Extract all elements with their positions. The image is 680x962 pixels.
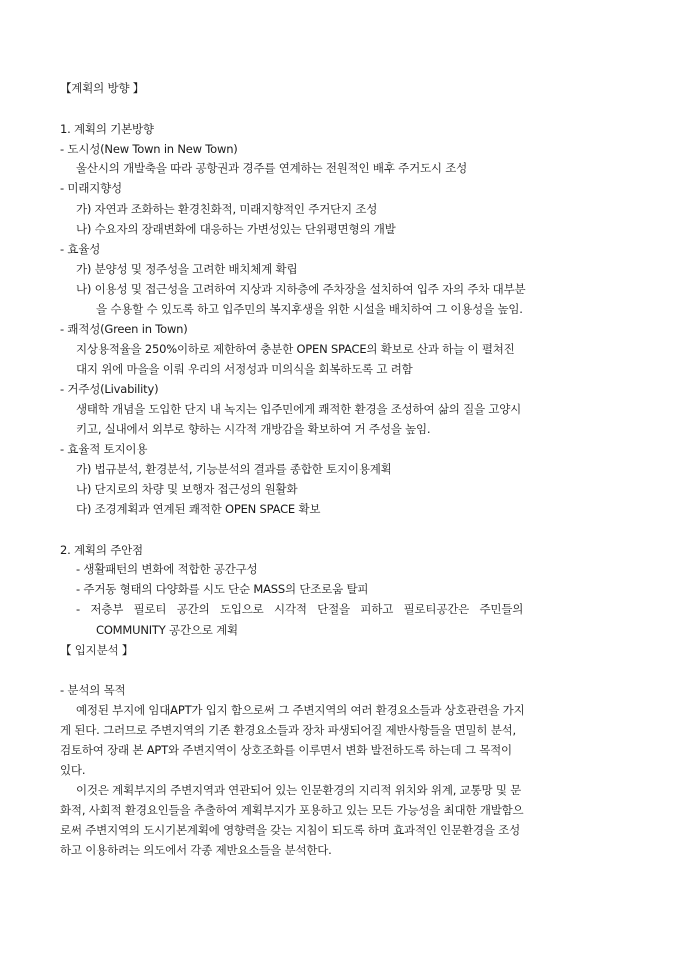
- section-title-plan-direction: 【계획의 방향 】: [60, 81, 145, 95]
- land-use-item-c: 다) 조경계획과 연계된 쾌적한 OPEN SPACE 확보: [76, 502, 321, 516]
- livability-text-line1: 생태학 개념을 도입한 단지 내 녹지는 입주민에게 쾌적한 환경을 조성하여 삶의 질을 고양시: [76, 402, 522, 416]
- item-urbanity: - 도시성(New Town in New Town): [60, 142, 238, 156]
- amenity-text-line2: 대지 위에 마을을 이뤄 우리의 서정성과 미의식을 회복하도록 고 려함: [76, 362, 413, 376]
- section-title-site-analysis: 【 입지분석 】: [60, 643, 134, 657]
- item-efficiency: - 효율성: [60, 242, 101, 256]
- purpose-para1-line4: 있다.: [60, 763, 86, 777]
- item-livability: - 거주성(Livability): [60, 382, 159, 396]
- purpose-para2-line1: 이것은 계획부지의 주변지역과 연관되어 있는 인문환경의 지리적 위치와 위계, 교통망 및 문: [76, 783, 522, 797]
- purpose-para1-line2: 게 된다. 그러므로 주변지역의 기존 환경요소들과 장차 파생되어질 제반사항들을 면밀히 분석,: [60, 723, 517, 737]
- heading-basic-direction: 1. 계획의 기본방향: [60, 122, 154, 136]
- heading-key-points: 2. 계획의 주안점: [60, 543, 143, 557]
- future-item-b: 나) 수요자의 장래변화에 대응하는 가변성있는 단위평면형의 개발: [76, 222, 396, 236]
- item-future-orientation: - 미래지향성: [60, 181, 122, 195]
- key-point-2: - 주거동 형태의 다양화를 시도 단순 MASS의 단조로움 탈피: [76, 582, 369, 596]
- purpose-para2-line3: 로써 주변지역의 도시기본계획에 영향력을 갖는 지침이 되도록 하며 효과적인 인문환경을 조성: [60, 823, 521, 837]
- land-use-item-a: 가) 법규분석, 환경분석, 기능분석의 결과를 종합한 토지이용계획: [76, 462, 392, 476]
- livability-text-line2: 키고, 실내에서 외부로 향하는 시각적 개방감을 확보하여 거 주성을 높임.: [76, 422, 431, 436]
- purpose-para2-line2: 화적, 사회적 환경요인들을 추출하여 계획부지가 포용하고 있는 모든 가능성을 최대한 개발함으: [60, 803, 524, 817]
- amenity-text-line1: 지상용적율을 250%이하로 제한하여 충분한 OPEN SPACE의 확보로 산과 하늘 이 펼쳐진: [76, 342, 515, 356]
- efficiency-item-a: 가) 분양성 및 정주성을 고려한 배치체계 확립: [76, 262, 298, 276]
- purpose-para2-line4: 하고 이용하려는 의도에서 각종 제반요소들을 분석한다.: [60, 843, 332, 857]
- key-point-3-line2: COMMUNITY 공간으로 계획: [96, 623, 238, 637]
- item-analysis-purpose: - 분석의 목적: [60, 683, 126, 697]
- efficiency-item-b-line2: 을 수용할 수 있도록 하고 입주민의 복지후생을 위한 시설을 배치하여 그 이용성을 높임.: [96, 302, 523, 316]
- urbanity-text: 울산시의 개발축을 따라 공항권과 경주를 연계하는 전원적인 배후 주거도시 조성: [76, 161, 468, 175]
- key-point-1: - 생활패턴의 변화에 적합한 공간구성: [76, 562, 258, 576]
- key-point-3-line1: - 저층부 필로티 공간의 도입으로 시각적 단절을 피하고 필로티공간은 주민들의: [76, 602, 524, 616]
- item-amenity: - 쾌적성(Green in Town): [60, 322, 188, 336]
- purpose-para1-line1: 예정된 부지에 임대APT가 입지 함으로써 그 주변지역의 여러 환경요소들과 상호관련을 가지: [76, 703, 525, 717]
- efficiency-item-b-line1: 나) 이용성 및 접근성을 고려하여 지상과 지하층에 주차장을 설치하여 입주 자의 주차 대부분: [76, 282, 526, 296]
- future-item-a: 가) 자연과 조화하는 환경친화적, 미래지향적인 주거단지 조성: [76, 202, 378, 216]
- item-land-use: - 효율적 토지이용: [60, 442, 148, 456]
- land-use-item-b: 나) 단지로의 차량 및 보행자 접근성의 원활화: [76, 482, 298, 496]
- purpose-para1-line3: 검토하여 장래 본 APT와 주변지역이 상호조화를 이루면서 변화 발전하도록 하는데 그 목적이: [60, 743, 512, 757]
